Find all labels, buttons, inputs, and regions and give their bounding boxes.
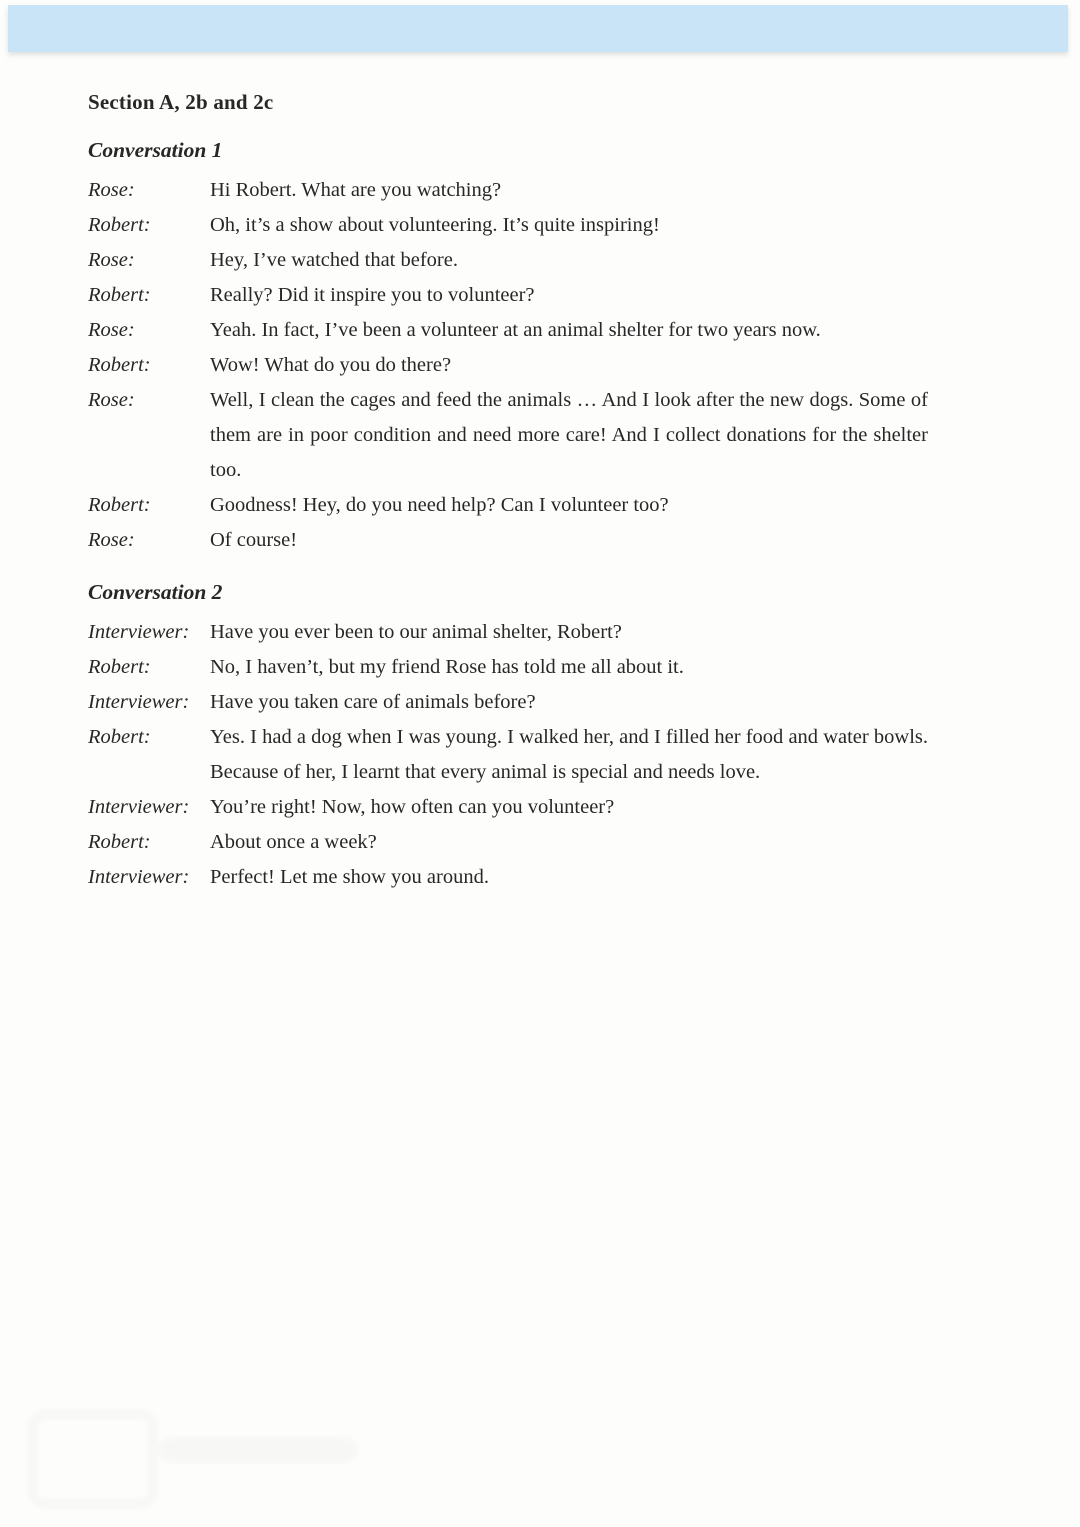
speaker-name: Rose: <box>88 179 135 201</box>
utterance: Hey, I’ve watched that before. <box>210 249 458 271</box>
speaker-name: Robert: <box>88 494 151 516</box>
utterance: You’re right! Now, how often can you volunteer? <box>210 796 615 818</box>
dialogue-line <box>88 825 928 860</box>
utterance: Have you taken care of animals before? <box>210 691 536 713</box>
dialogue-line <box>88 790 928 825</box>
utterance: Hi Robert. What are you watching? <box>210 179 502 201</box>
utterance: Yes. I had a dog when I was young. I walked her, and I filled her food and water bowls. Because of her, I learnt that every animal is special and needs love. <box>210 726 928 783</box>
utterance: Really? Did it inspire you to volunteer? <box>210 284 535 306</box>
speaker-name: Interviewer: <box>88 691 190 713</box>
faint-watermark <box>28 1409 368 1489</box>
speaker-name: Robert: <box>88 354 151 376</box>
dialogue-line <box>88 173 928 208</box>
speaker-name: Robert: <box>88 284 151 306</box>
dialogue-line <box>88 685 928 720</box>
conversation-2-dialogue <box>88 615 928 895</box>
page-header-band <box>8 5 1068 52</box>
speaker-name: Interviewer: <box>88 621 190 643</box>
utterance: Goodness! Hey, do you need help? Can I volunteer too? <box>210 494 669 516</box>
speaker-name: Robert: <box>88 831 151 853</box>
speaker-name: Rose: <box>88 389 135 411</box>
watermark-word-shape <box>158 1437 358 1463</box>
utterance: No, I haven’t, but my friend Rose has told me all about it. <box>210 656 684 678</box>
conversation-2 <box>88 578 928 895</box>
conversation-1-title: Conversation 1 <box>88 138 223 162</box>
utterance: Wow! What do you do there? <box>210 354 452 376</box>
conversation-2-title: Conversation 2 <box>88 580 223 604</box>
dialogue-line <box>88 615 928 650</box>
dialogue-line <box>88 488 928 523</box>
dialogue-line <box>88 243 928 278</box>
dialogue-line <box>88 860 928 895</box>
watermark-logo-icon <box>28 1409 158 1509</box>
speaker-name: Robert: <box>88 214 151 236</box>
utterance: Yeah. In fact, I’ve been a volunteer at an animal shelter for two years now. <box>210 319 821 341</box>
utterance: Perfect! Let me show you around. <box>210 866 489 888</box>
page-content <box>88 88 928 895</box>
utterance: About once a week? <box>210 831 377 853</box>
speaker-name: Rose: <box>88 529 135 551</box>
conversation-1-dialogue <box>88 173 928 558</box>
dialogue-line <box>88 278 928 313</box>
speaker-name: Rose: <box>88 249 135 271</box>
dialogue-line <box>88 313 928 348</box>
speaker-name: Rose: <box>88 319 135 341</box>
dialogue-line <box>88 650 928 685</box>
dialogue-line <box>88 208 928 243</box>
utterance: Oh, it’s a show about volunteering. It’s quite inspiring! <box>210 214 660 236</box>
dialogue-line <box>88 383 928 488</box>
utterance: Of course! <box>210 529 298 551</box>
utterance: Well, I clean the cages and feed the animals … And I look after the new dogs. Some of them are in poor condition and need more care! And I collect donations for the shelter too. <box>210 389 928 481</box>
speaker-name: Interviewer: <box>88 866 190 888</box>
speaker-name: Interviewer: <box>88 796 190 818</box>
speaker-name: Robert: <box>88 656 151 678</box>
section-heading: Section A, 2b and 2c <box>88 90 274 114</box>
utterance: Have you ever been to our animal shelter, Robert? <box>210 621 622 643</box>
speaker-name: Robert: <box>88 726 151 748</box>
conversation-1 <box>88 136 928 558</box>
dialogue-line <box>88 348 928 383</box>
dialogue-line <box>88 720 928 790</box>
dialogue-line <box>88 523 928 558</box>
